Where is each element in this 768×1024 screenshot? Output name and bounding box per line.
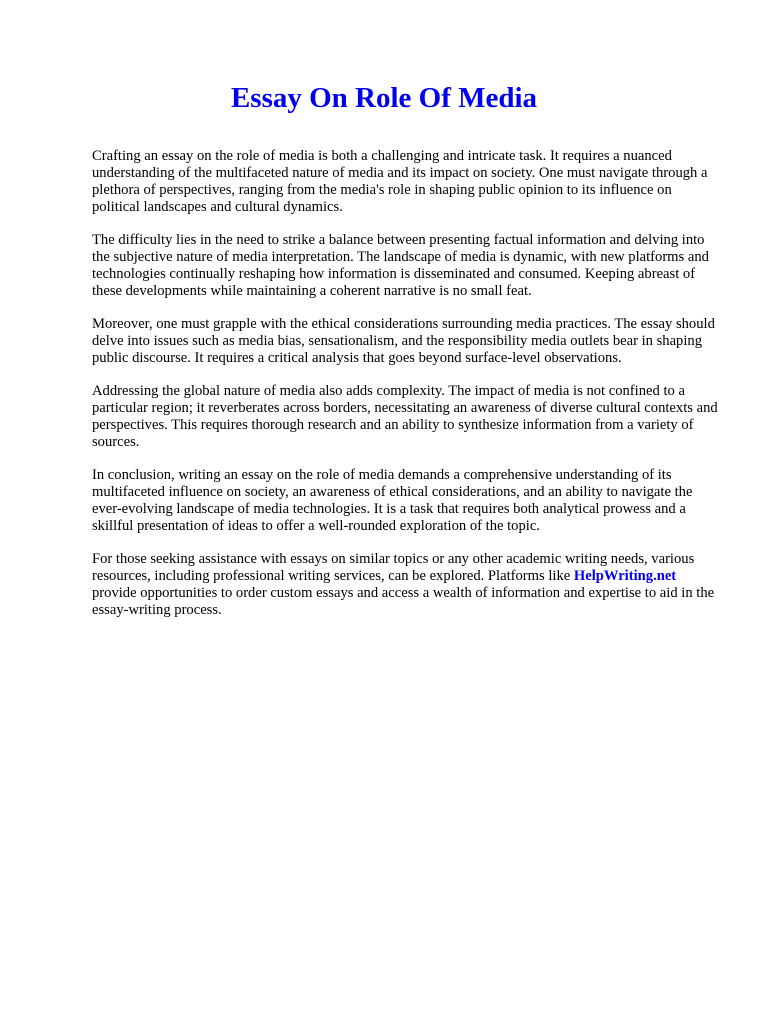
paragraph-1: Crafting an essay on the role of media is both a challenging and intricate task. It requires a nuanced understanding of the multifaceted nature of media and its impact on society. One must navigate through a plethora of perspectives, ranging from the media's role in shaping public opinion to its influence on political landscapes and cultural dynamics. — [92, 148, 708, 215]
paragraph-5: In conclusion, writing an essay on the role of media demands a comprehensive understanding of its multifaceted influence on society, an awareness of ethical considerations, and an ability to navigate the ever-evolving landscape of media technologies. It is a task that requires both analytical prowess and a skillful presentation of ideas to offer a well-rounded exploration of the topic. — [92, 467, 693, 534]
page-title: Essay On Role Of Media — [230, 82, 538, 114]
paragraph-4: Addressing the global nature of media also adds complexity. The impact of media is not confined to a particular region; it reverberates across borders, necessitating an awareness of diverse cultural contexts and perspectives. This requires thorough research and an ability to synthesize information from a variety of sources. — [92, 383, 718, 450]
paragraph-3: Moreover, one must grapple with the ethical considerations surrounding media practices. The essay should delve into issues such as media bias, sensationalism, and the responsibility media outlets bear in shaping public discourse. It requires a critical analysis that goes beyond surface-level observations. — [92, 316, 715, 366]
paragraph-6-text-after-link: provide opportunities to order custom essays and access a wealth of information and expertise to aid in the essay-writing process. — [92, 585, 715, 618]
paragraph-2: The difficulty lies in the need to strike a balance between presenting factual information and delving into the subjective nature of media interpretation. The landscape of media is dynamic, with new platforms and technologies continually reshaping how information is disseminated and consumed. Keeping abreast of these developments while maintaining a coherent narrative is no small feat. — [92, 232, 709, 299]
paragraph-6-text-before-link: For those seeking assistance with essays on similar topics or any other academic writing needs, various resources, including professional writing services, can be explored. Platforms like — [92, 551, 695, 584]
helpwriting-link[interactable]: HelpWriting.net — [573, 568, 677, 584]
paragraph-6 — [92, 551, 722, 619]
